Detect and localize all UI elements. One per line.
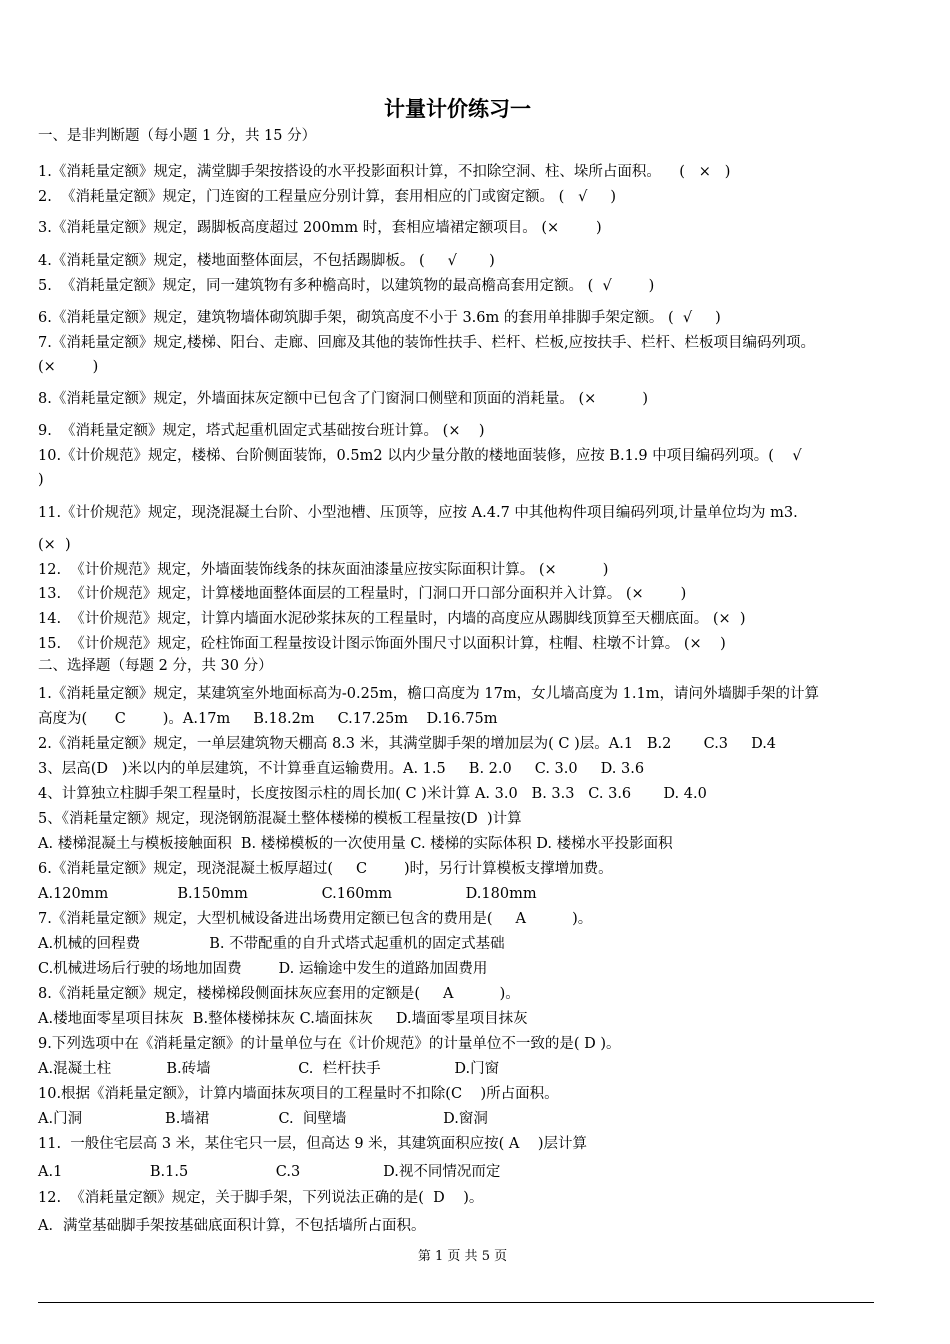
option-line: A.楼地面零星项目抹灰 B.整体楼梯抹灰 C.墙面抹灰 D.墙面零星项目抹灰 [38,1011,528,1027]
question-line: ) [38,472,44,488]
question-line: 5、《消耗量定额》规定，现浇钢筋混凝土整体楼梯的模板工程量按(D )计算 [38,811,522,827]
question-line: 3、层高(D )米以内的单层建筑，不计算垂直运输费用。A. 1.5 B. 2.0 C. 3.0 D. 3.6 [38,761,645,777]
question-line: 7.《消耗量定额》规定,楼梯、阳台、走廊、回廊及其他的装饰性扶手、栏杆、栏板,应按扶手、栏杆、栏板项目编码列项。 [38,335,816,351]
question-line: 2. 《消耗量定额》规定，门连窗的工程量应分别计算，套用相应的门或窗定额。 ( √ ) [38,189,617,205]
question-line: 7.《消耗量定额》规定，大型机械设备进出场费用定额已包含的费用是( A )。 [38,911,593,927]
question-line: 11. 一般住宅层高 3 米，某住宅只一层，但高达 9 米，其建筑面积应按( A )层计算 [38,1136,587,1152]
option-line: A．满堂基础脚手架按基础底面积计算，不包括墙所占面积。 [38,1218,426,1234]
question-line: 高度为( C )。A.17m B.18.2m C.17.25m D.16.75m [38,711,498,727]
option-line: A.混凝土柱 B.砖墙 C. 栏杆扶手 D.门窗 [38,1061,500,1077]
question-line: 4.《消耗量定额》规定，楼地面整体面层，不包括踢脚板。 ( √ ) [38,253,495,269]
option-line: C.机械进场后行驶的场地加固费 D. 运输途中发生的道路加固费用 [38,961,488,977]
question-line: 10.《计价规范》规定，楼梯、台阶侧面装饰，0.5m2 以内少量分散的楼地面装修，应按 B.1.9 中项目编码列项。( √ [38,448,802,464]
section-heading-judgment: 一、是非判断题（每小题 1 分，共 15 分） [38,128,317,144]
option-line: A.门洞 B.墙裙 C. 间壁墙 D.窗洞 [38,1111,488,1127]
section-heading-choice: 二、选择题（每题 2 分，共 30 分） [38,658,273,674]
question-line: 15. 《计价规范》规定，砼柱饰面工程量按设计图示饰面外围尺寸以面积计算，柱帽、柱墩不计算。 (× ) [38,636,726,652]
question-line: 1.《消耗量定额》规定，某建筑室外地面标高为-0.25m，檐口高度为 17m，女儿墙高度为 1.1m，请问外墙脚手架的计算 [38,686,819,702]
question-line: 6.《消耗量定额》规定，建筑物墙体砌筑脚手架，砌筑高度不小于 3.6m 的套用单排脚手架定额。 ( √ ) [38,310,721,326]
question-line: (× ) [38,359,99,375]
option-line: A.1 B.1.5 C.3 D.视不同情况而定 [38,1164,501,1180]
page-footer: 第 1 页 共 5 页 [417,1249,508,1264]
question-line: 6.《消耗量定额》规定，现浇混凝土板厚超过( C )时，另行计算模板支撑增加费。 [38,861,613,877]
question-line: 12. 《计价规范》规定，外墙面装饰线条的抹灰面油漆量应按实际面积计算。 (× ) [38,562,609,578]
question-line: 3.《消耗量定额》规定，踢脚板高度超过 200mm 时，套相应墙裙定额项目。 (× ) [38,220,602,236]
question-line: 1.《消耗量定额》规定，满堂脚手架按搭设的水平投影面积计算，不扣除空洞、柱、垛所占面积。 ( × ) [38,164,731,180]
question-line: 12. 《消耗量定额》规定，关于脚手架，下列说法正确的是( D )。 [38,1190,484,1206]
question-line: 8.《消耗量定额》规定，外墙面抹灰定额中已包含了门窗洞口侧壁和顶面的消耗量。 (× ) [38,391,648,407]
question-line: 5. 《消耗量定额》规定，同一建筑物有多种檐高时，以建筑物的最高檐高套用定额。 ( √ ) [38,278,655,294]
question-line: 8.《消耗量定额》规定，楼梯梯段侧面抹灰应套用的定额是( A )。 [38,986,520,1002]
question-line: 11.《计价规范》规定，现浇混凝土台阶、小型池槽、压顶等，应按 A.4.7 中其他构件项目编码列项,计量单位均为 m3. [38,505,798,521]
question-line: 13. 《计价规范》规定，计算楼地面整体面层的工程量时，门洞口开口部分面积并入计算。 (× ) [38,586,687,602]
question-line: 9.下列选项中在《消耗量定额》的计量单位与在《计价规范》的计量单位不一致的是( D )。 [38,1036,621,1052]
question-line: 10.根据《消耗量定额》，计算内墙面抹灰项目的工程量时不扣除(C )所占面积。 [38,1086,559,1102]
footer-divider [38,1302,874,1303]
question-line: 14. 《计价规范》规定，计算内墙面水泥砂浆抹灰的工程量时，内墙的高度应从踢脚线顶算至天棚底面。 (× ) [38,611,746,627]
question-line: 2.《消耗量定额》规定，一单层建筑物天棚高 8.3 米，其满堂脚手架的增加层为( C )层。A.1 B.2 C.3 D.4 [38,736,777,752]
option-line: A.120mm B.150mm C.160mm D.180mm [38,886,537,902]
page-title: 计量计价练习一 [384,97,531,121]
option-line: A.机械的回程费 B. 不带配重的自升式塔式起重机的固定式基础 [38,936,505,952]
option-line: A. 楼梯混凝土与模板接触面积 B. 楼梯模板的一次使用量 C. 楼梯的实际体积 D. 楼梯水平投影面积 [38,836,673,852]
question-line: 4、计算独立柱脚手架工程量时，长度按图示柱的周长加( C )米计算 A. 3.0 B. 3.3 C. 3.6 D. 4.0 [38,786,707,802]
question-line: 9. 《消耗量定额》规定，塔式起重机固定式基础按台班计算。 (× ) [38,423,485,439]
question-line: (× ) [38,537,71,553]
